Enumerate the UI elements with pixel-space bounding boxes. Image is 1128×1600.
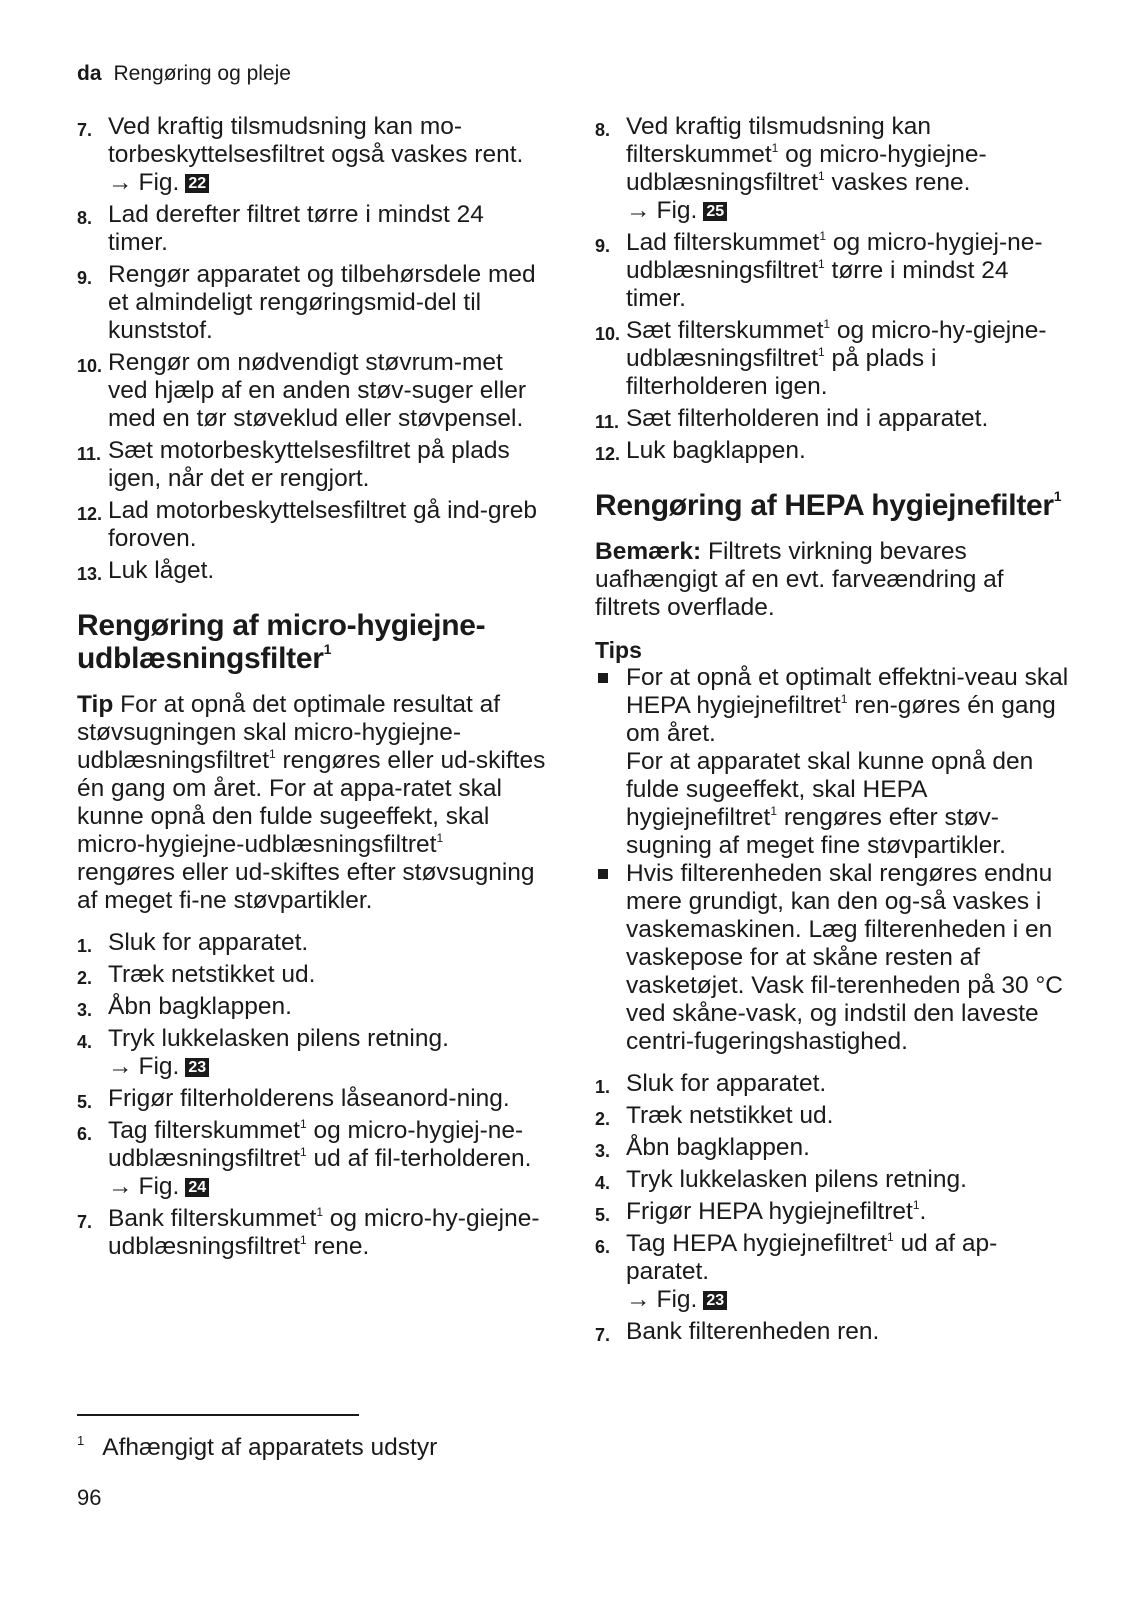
footnote-marker: 1	[299, 1117, 307, 1131]
step-item	[77, 1205, 547, 1261]
tips-list	[595, 664, 1075, 1056]
step-text: og micro-hygiej-ne-udblæsningsfiltret	[626, 229, 1043, 284]
figure-reference	[108, 1173, 547, 1201]
step-text: på plads i filterholderen igen.	[626, 345, 937, 400]
footnote	[77, 1433, 437, 1462]
footnote-marker: 1	[823, 317, 831, 331]
step-number: 5.	[77, 1092, 93, 1112]
step-item	[595, 113, 1075, 225]
footnote-marker: 1	[818, 169, 825, 183]
fig-label: Fig.	[138, 1053, 180, 1080]
step-text: Tryk lukkelasken pilens retning.	[626, 1166, 967, 1193]
step-item	[77, 1085, 547, 1113]
step-number: 9.	[77, 268, 93, 288]
step-text: Bank filterskummet	[108, 1205, 317, 1232]
step-text: og micro-hygiejne-udblæsningsfiltret	[626, 141, 987, 196]
footnote-number: 1	[77, 1433, 85, 1448]
step-text: vaskes rene.	[824, 169, 971, 196]
step-item	[595, 1134, 1075, 1162]
step-number: 1.	[595, 1077, 611, 1097]
figure-reference	[626, 1286, 1075, 1314]
footnote-marker: 1	[840, 692, 848, 706]
step-item	[77, 497, 547, 553]
footnote-marker: 1	[818, 257, 825, 271]
arrow-right-icon: →	[626, 1286, 651, 1313]
footnote-marker: 1	[771, 141, 779, 155]
footnote-marker: 1	[436, 831, 444, 845]
step-item	[595, 1230, 1075, 1314]
footnote-marker: 1	[912, 1198, 920, 1212]
tip-text: rengøres eller ud-skiftes én gang om året. For at appa-ratet skal kunne opnå den fulde sugeeffekt, skal micro-hygiejne-udblæsningsfiltret	[77, 747, 546, 858]
footnote-marker: 1	[770, 804, 778, 818]
step-number: 2.	[77, 968, 93, 988]
figure-reference	[626, 197, 1075, 225]
step-text: ud af ap-paratet.	[626, 1230, 998, 1285]
step-item	[77, 993, 547, 1021]
step-text: Tag HEPA hygiejnefiltret	[626, 1230, 888, 1257]
step-item	[77, 437, 547, 493]
step-number: 6.	[595, 1237, 611, 1257]
step-item	[77, 557, 547, 585]
step-text: Sluk for apparatet.	[108, 929, 309, 956]
step-text: Åbn bagklappen.	[108, 993, 292, 1020]
footnote-marker: 1	[300, 1145, 307, 1159]
step-text: Bank filterenheden ren.	[626, 1318, 880, 1345]
step-number: 12.	[77, 504, 103, 524]
step-item	[77, 961, 547, 989]
note-paragraph	[595, 538, 1075, 622]
language-code: da	[77, 62, 102, 85]
step-item	[595, 229, 1075, 313]
steps-list	[595, 113, 1075, 465]
footnote-marker: 1	[819, 229, 827, 243]
tip-text: ren-gøres én gang om året.	[626, 692, 1056, 747]
tip-text: For at apparatet skal kunne opnå den fulde sugeeffekt, skal HEPA hygiejnefiltret	[626, 748, 1034, 831]
step-number: 1.	[77, 936, 93, 956]
heading-text: Rengøring af HEPA hygiejnefilter	[595, 489, 1054, 522]
footnote-marker: 1	[316, 1205, 323, 1219]
steps-list	[77, 929, 547, 1261]
step-number: 7.	[77, 1212, 93, 1232]
step-text: og micro-hy-giejne-udblæsningsfiltret	[626, 317, 1047, 372]
steps-list	[595, 1070, 1075, 1346]
step-number: 4.	[77, 1032, 93, 1052]
right-column	[595, 113, 1075, 1350]
figure-number: 23	[703, 1291, 727, 1310]
tip-item	[595, 664, 1075, 860]
page-number: 96	[77, 1485, 102, 1510]
step-number: 7.	[77, 120, 93, 140]
step-item	[77, 1025, 547, 1081]
footnote-marker: 1	[887, 1230, 894, 1244]
step-text: rene.	[306, 1233, 370, 1260]
step-text: ud af fil-terholderen.	[306, 1145, 532, 1172]
heading-text: Rengøring af micro-hygiejne-udblæsningsfilter	[77, 609, 486, 675]
step-item	[595, 1070, 1075, 1098]
footnote-divider	[77, 1414, 359, 1416]
step-number: 7.	[595, 1325, 611, 1345]
step-item	[77, 113, 547, 197]
step-text: tørre i mindst 24 timer.	[626, 257, 1009, 312]
step-text: Træk netstikket ud.	[108, 961, 316, 988]
steps-list	[77, 113, 547, 585]
section-title: Rengøring og pleje	[113, 62, 291, 85]
step-number: 8.	[77, 208, 93, 228]
footnote-marker: 1	[269, 747, 276, 761]
step-number: 10.	[595, 324, 621, 344]
step-item	[595, 437, 1075, 465]
step-number: 4.	[595, 1173, 611, 1193]
step-text: Sæt filterholderen ind i apparatet.	[626, 405, 989, 432]
step-number: 3.	[595, 1141, 611, 1161]
left-column	[77, 113, 547, 1265]
step-number: 11.	[77, 444, 102, 464]
step-number: 2.	[595, 1109, 611, 1129]
step-item	[595, 405, 1075, 433]
step-item	[77, 349, 547, 433]
figure-number: 24	[185, 1178, 209, 1197]
step-item	[77, 929, 547, 957]
tip-text: rengøres eller ud-skiftes efter støvsugning af meget fi-ne støvpartikler.	[77, 859, 535, 914]
note-text: Filtrets virkning bevares uafhængigt af en evt. farveændring af filtrets overflade.	[595, 538, 1004, 621]
fig-label: Fig.	[138, 169, 180, 196]
running-header	[77, 62, 291, 86]
step-item	[77, 201, 547, 257]
step-text: Rengør apparatet og tilbehørsdele med et almindeligt rengøringsmid-del til kunststof.	[108, 261, 536, 344]
step-text: Lad derefter filtret tørre i mindst 24 timer.	[108, 201, 484, 256]
figure-reference	[108, 1053, 547, 1081]
square-bullet-icon	[598, 673, 608, 683]
figure-number: 23	[185, 1058, 209, 1077]
tip-text: rengøres efter støv-sugning af meget fine støvpartikler.	[626, 804, 1006, 859]
step-text: Ved kraftig tilsmudsning kan filterskummet	[626, 113, 932, 168]
step-text: Sæt filterskummet	[626, 317, 824, 344]
tip-item	[595, 860, 1075, 1056]
step-text: Rengør om nødvendigt støvrum-met ved hjælp af en anden støv-suger eller med en tør støveklud eller støvpensel.	[108, 349, 527, 432]
step-text: og micro-hygiej-ne-udblæsningsfiltret	[108, 1117, 524, 1172]
step-item	[77, 261, 547, 345]
step-item	[595, 317, 1075, 401]
fig-label: Fig.	[656, 197, 698, 224]
step-text: Ved kraftig tilsmudsning kan mo-torbeskyttelsesfiltret også vaskes rent.	[108, 113, 524, 168]
step-text: Lad filterskummet	[626, 229, 820, 256]
footnote-marker: 1	[300, 1233, 307, 1247]
arrow-right-icon: →	[108, 1053, 133, 1080]
step-item	[595, 1102, 1075, 1130]
step-text: og micro-hy-giejne-udblæsningsfiltret	[108, 1205, 540, 1260]
step-text: Frigør HEPA hygiejnefiltret	[626, 1198, 913, 1225]
step-number: 13.	[77, 564, 103, 584]
step-text: Luk bagklappen.	[626, 437, 806, 464]
step-text: Træk netstikket ud.	[626, 1102, 834, 1129]
tip-text: Hvis filterenheden skal rengøres endnu mere grundigt, kan den og-så vaskes i vaskemaskinen. Læg filterenheden i en vaskepose for at skåne resten af vasketøjet. Vask fil-terenheden på 30 °C ved skåne-vask, og indstil den laveste centri-fugeringshastighed.	[626, 860, 1063, 1055]
figure-number: 22	[185, 174, 209, 193]
note-label: Bemærk:	[595, 538, 702, 565]
square-bullet-icon	[598, 869, 608, 879]
step-item	[595, 1166, 1075, 1194]
step-item	[595, 1318, 1075, 1346]
tip-text: For at opnå det optimale resultat af støvsugningen skal micro-hygiejne-udblæsningsfiltret	[77, 691, 501, 774]
step-number: 8.	[595, 120, 611, 140]
section-heading	[595, 489, 1075, 522]
step-number: 6.	[77, 1124, 93, 1144]
fig-label: Fig.	[138, 1173, 180, 1200]
step-item	[77, 1117, 547, 1201]
tip-text: For at opnå et optimalt effektni-veau skal HEPA hygiejnefiltret	[626, 664, 1069, 719]
tip-label: Tip	[77, 691, 114, 718]
tip-paragraph	[77, 691, 547, 915]
step-text: Lad motorbeskyttelsesfiltret gå ind-greb foroven.	[108, 497, 537, 552]
step-text: Åbn bagklappen.	[626, 1134, 810, 1161]
step-number: 11.	[595, 412, 620, 432]
step-text: Frigør filterholderens låseanord-ning.	[108, 1085, 510, 1112]
footnote-text: Afhængigt af apparatets udstyr	[102, 1434, 438, 1461]
step-number: 3.	[77, 1000, 93, 1020]
arrow-right-icon: →	[108, 1173, 133, 1200]
step-text: Tryk lukkelasken pilens retning.	[108, 1025, 449, 1052]
fig-label: Fig.	[656, 1286, 698, 1313]
footnote-marker: 1	[818, 345, 825, 359]
footnote-marker: 1	[1053, 488, 1062, 504]
step-number: 12.	[595, 444, 621, 464]
step-text: Sæt motorbeskyttelsesfiltret på plads igen, når det er rengjort.	[108, 437, 510, 492]
step-text: Sluk for apparatet.	[626, 1070, 827, 1097]
arrow-right-icon: →	[108, 169, 133, 196]
section-heading	[77, 609, 547, 675]
step-number: 5.	[595, 1205, 611, 1225]
figure-number: 25	[703, 202, 727, 221]
step-text: .	[919, 1198, 927, 1225]
step-text: Luk låget.	[108, 557, 215, 584]
step-number: 9.	[595, 236, 611, 256]
footnote-marker: 1	[323, 641, 332, 657]
tips-heading: Tips	[595, 637, 642, 663]
arrow-right-icon: →	[626, 197, 651, 224]
figure-reference	[108, 169, 547, 197]
step-text: Tag filterskummet	[108, 1117, 300, 1144]
step-item	[595, 1198, 1075, 1226]
step-number: 10.	[77, 356, 103, 376]
